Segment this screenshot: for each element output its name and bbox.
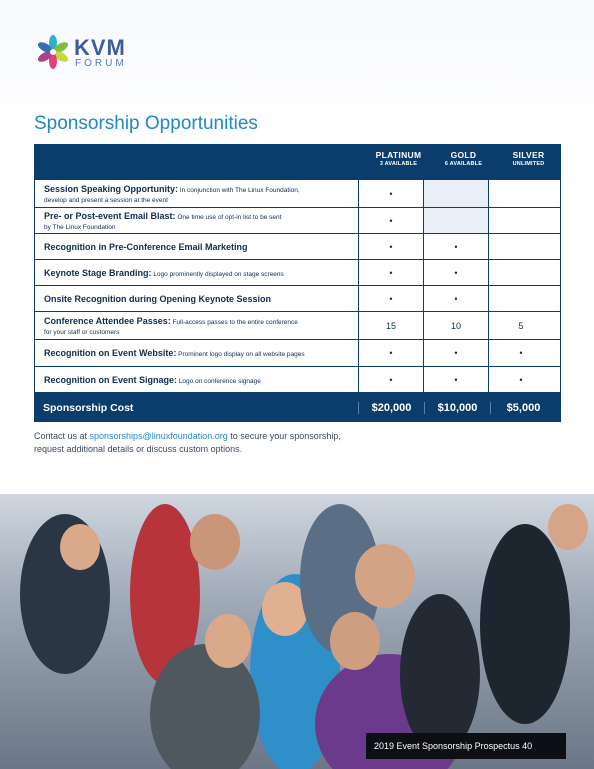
photo-face [548, 504, 588, 550]
row-title: Session Speaking Opportunity: [44, 184, 179, 194]
column-header-silver [496, 150, 561, 167]
table-row [34, 208, 561, 234]
contact-suffix: to secure your sponsorship, [227, 431, 341, 441]
photo-figure [400, 594, 480, 754]
row-title: Recognition on Event Website: [44, 348, 177, 359]
flower-logo-icon [36, 34, 70, 70]
column-availability-label: 6 AVAILABLE [444, 161, 483, 167]
footer-page-label: 2019 Event Sponsorship Prospectus 40 [366, 733, 566, 759]
row-description-line2: for your staff or customers [44, 328, 120, 336]
photo-face [190, 514, 240, 570]
table-header [34, 144, 561, 180]
row-title: Pre- or Post-event Email Blast: [44, 211, 176, 221]
row-description-line2: by The Linux Foundation [44, 223, 116, 231]
table-row [34, 367, 561, 393]
row-description: One time use of opt-in list to be sent [175, 214, 282, 221]
row-title: Recognition on Event Signage: [44, 374, 178, 385]
column-availability-label: 3 AVAILABLE [379, 161, 418, 167]
gold-cell: • [424, 367, 489, 392]
photo-face [60, 524, 100, 570]
table-row [34, 340, 561, 367]
sponsorship-table [34, 144, 561, 422]
row-title: Recognition in Pre-Conference Email Marketing [44, 241, 248, 252]
platinum-cell: • [359, 260, 424, 285]
column-level-label: SILVER [512, 150, 545, 160]
contact-prefix: Contact us at [34, 431, 90, 441]
silver-cell [489, 286, 553, 311]
silver-cell [489, 208, 553, 233]
column-level-label: GOLD [450, 150, 477, 160]
platinum-cell: • [359, 340, 424, 366]
row-label [35, 234, 359, 259]
table-row [34, 286, 561, 312]
row-title: Onsite Recognition during Opening Keynote Session [44, 293, 272, 304]
row-label [35, 260, 359, 285]
photo-face [355, 544, 415, 608]
table-row [34, 260, 561, 286]
row-description: Logo prominently displayed on stage screens [151, 270, 284, 278]
platinum-cell: • [359, 180, 424, 207]
table-row [34, 180, 561, 208]
gold-cell: • [424, 286, 489, 311]
gold-cell [424, 180, 489, 207]
row-description: In conjunction with The Linux Foundation, [178, 187, 300, 194]
logo-word-forum: FORUM [75, 58, 127, 69]
platinum-cell: • [359, 208, 424, 233]
logo-word-kvm: KVM [74, 35, 126, 60]
conference-crowd-photo [0, 494, 594, 769]
gold-cell: • [424, 260, 489, 285]
row-description: Full-access passes to the entire conference [170, 319, 298, 326]
row-label [35, 286, 359, 311]
silver-cell [489, 180, 553, 207]
column-header-gold [431, 150, 496, 167]
row-label [35, 312, 359, 339]
row-label [35, 180, 359, 207]
silver-cell: • [519, 348, 523, 358]
row-description: Prominent logo display on all website pages [176, 351, 305, 359]
gold-cell: 10 [424, 312, 489, 339]
silver-cell: • [519, 374, 523, 385]
platinum-cell: • [359, 286, 424, 311]
row-label [35, 208, 359, 233]
row-description-line2: develop and present a session at the event [44, 196, 168, 204]
gold-price: $10,000 [424, 402, 490, 414]
photo-figure [150, 644, 260, 769]
silver-price: $5,000 [490, 402, 556, 414]
contact-email-link[interactable]: sponsorships@linuxfoundation.org [89, 431, 228, 441]
photo-face [330, 612, 380, 670]
column-level-label: PLATINUM [375, 150, 422, 160]
table-row [34, 234, 561, 260]
row-description: Logo on conference signage [177, 377, 261, 385]
platinum-price: $20,000 [358, 402, 424, 414]
page-title: Sponsorship Opportunities [34, 113, 258, 134]
row-label [35, 367, 359, 392]
platinum-cell: 15 [359, 312, 424, 339]
photo-figure [480, 524, 570, 724]
row-label [35, 340, 359, 366]
silver-cell: 5 [518, 320, 524, 331]
row-title: Conference Attendee Passes: [44, 316, 171, 326]
gold-cell [424, 208, 489, 233]
platinum-cell: • [359, 367, 424, 392]
sponsorship-cost-label: Sponsorship Cost [43, 401, 134, 414]
contact-line2: request additional details or discuss custom options. [34, 443, 243, 454]
silver-cell [489, 234, 553, 259]
silver-cell [489, 260, 553, 285]
table-row [34, 312, 561, 340]
column-header-platinum [366, 150, 431, 167]
platinum-cell: • [359, 234, 424, 259]
sponsorship-cost-row [34, 393, 561, 422]
photo-face [205, 614, 251, 668]
row-title: Keynote Stage Branding: [44, 267, 152, 278]
column-availability-label: UNLIMITED [512, 161, 545, 167]
gold-cell: • [424, 234, 489, 259]
kvm-forum-logo [36, 34, 136, 74]
contact-paragraph [34, 430, 414, 455]
gold-cell: • [424, 340, 489, 366]
